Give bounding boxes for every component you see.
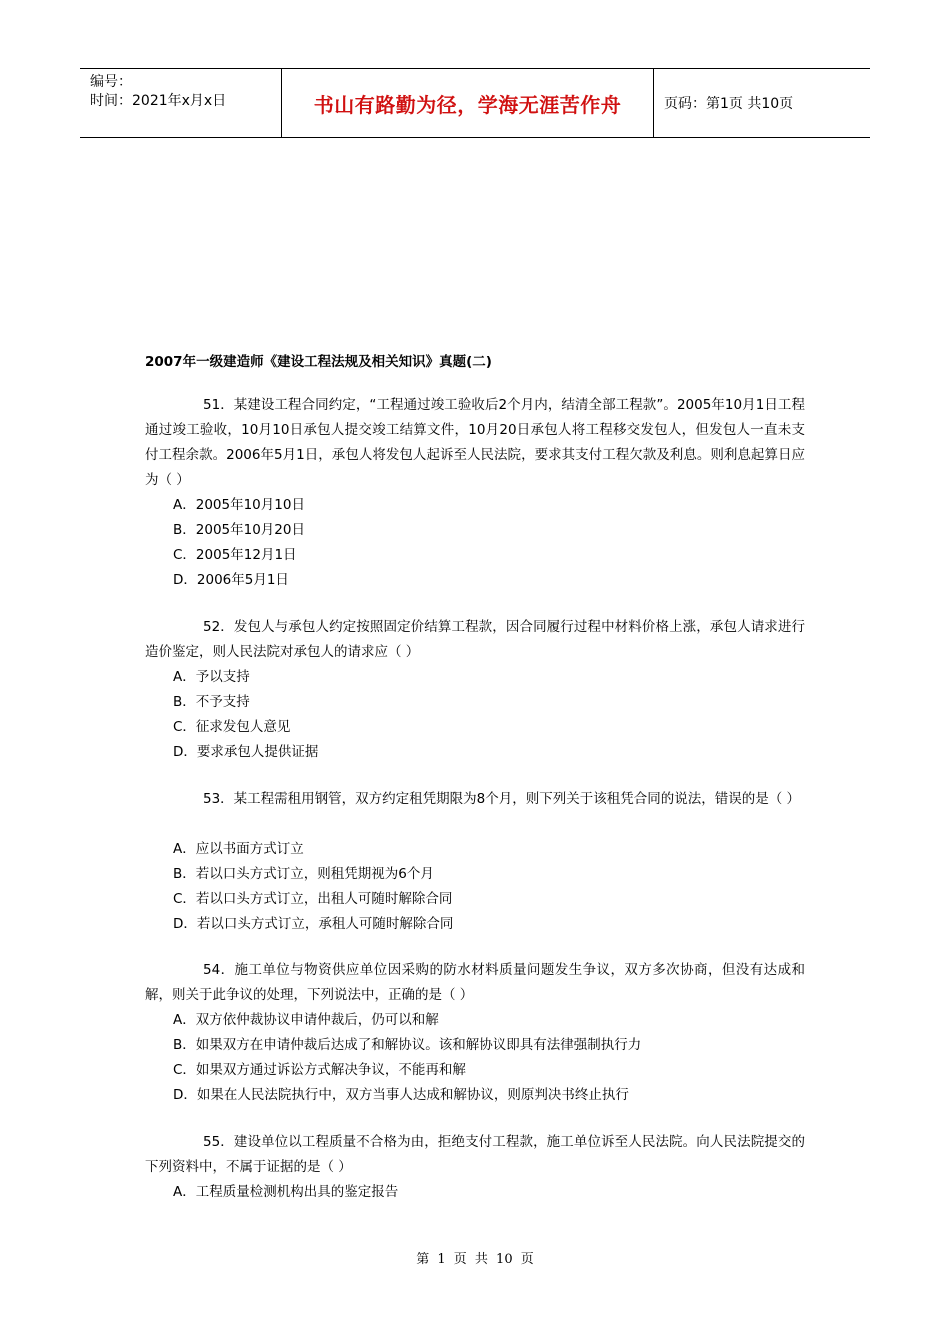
option-54-d: D．如果在人民法院执行中，双方当事人达成和解协议，则原判决书终止执行	[173, 1087, 629, 1103]
option-52-a: A．予以支持	[173, 669, 250, 685]
option-54-b: B．如果双方在申请仲裁后达成了和解协议。该和解协议即具有法律强制执行力	[173, 1037, 642, 1053]
option-52-b: B．不予支持	[173, 694, 250, 710]
question-text: 51．某建设工程合同约定，“工程通过竣工验收后2个月内，结清全部工程款”。2005年10月1日工程通过竣工验收，10月10日承包人提交竣工结算文件，10月20日承包人将工程移交发包人，但发包人一直未支付工程余款。2006年5月1日，承包人将发包人起诉至人民法院，要求其支付工程欠款及利息。则利息起算日应为（ ）	[145, 397, 805, 488]
option-53-a: A．应以书面方式订立	[173, 841, 304, 857]
option-53-c: C．若以口头方式订立，出租人可随时解除合同	[173, 891, 453, 907]
option-52-c: C．征求发包人意见	[173, 719, 291, 735]
question-55	[145, 1130, 805, 1180]
option-51-b: B．2005年10月20日	[173, 522, 305, 538]
time-label: 时间：2021年x月x日	[90, 93, 227, 109]
option-54-a: A．双方依仲裁协议申请仲裁后，仍可以和解	[173, 1012, 439, 1028]
option-51-a: A．2005年10月10日	[173, 497, 305, 513]
document-title: 2007年一级建造师《建设工程法规及相关知识》真题(二)	[145, 354, 492, 370]
question-53	[145, 787, 805, 812]
option-54-c: C．如果双方通过诉讼方式解决争议，不能再和解	[173, 1062, 466, 1078]
option-52-d: D．要求承包人提供证据	[173, 744, 319, 760]
question-text: 55．建设单位以工程质量不合格为由，拒绝支付工程款，施工单位诉至人民法院。向人民法院提交的下列资料中，不属于证据的是（ ）	[145, 1134, 805, 1175]
number-label: 编号：	[90, 74, 132, 90]
question-text: 54．施工单位与物资供应单位因采购的防水材料质量问题发生争议，双方多次协商，但没有达成和解，则关于此争议的处理，下列说法中，正确的是（ ）	[145, 962, 805, 1003]
question-51	[145, 393, 805, 493]
header-info-cell	[80, 69, 282, 137]
question-52	[145, 615, 805, 665]
page-header	[80, 68, 870, 138]
option-51-d: D．2006年5月1日	[173, 572, 289, 588]
question-text: 52．发包人与承包人约定按照固定价结算工程款，因合同履行过程中材料价格上涨，承包人请求进行造价鉴定，则人民法院对承包人的请求应（ ）	[145, 619, 805, 660]
option-53-d: D．若以口头方式订立，承租人可随时解除合同	[173, 916, 454, 932]
header-page-info: 页码：第1页 共10页	[664, 96, 794, 112]
page-footer: 第 1 页 共 10 页	[416, 1252, 534, 1267]
option-51-c: C．2005年12月1日	[173, 547, 297, 563]
question-54	[145, 958, 805, 1008]
header-motto: 书山有路勤为径，学海无涯苦作舟	[282, 69, 654, 137]
question-text: 53．某工程需租用钢管，双方约定租凭期限为8个月，则下列关于该租凭合同的说法，错误的是（ ）	[203, 791, 801, 807]
option-55-a: A．工程质量检测机构出具的鉴定报告	[173, 1184, 399, 1200]
option-53-b: B．若以口头方式订立，则租凭期视为6个月	[173, 866, 434, 882]
